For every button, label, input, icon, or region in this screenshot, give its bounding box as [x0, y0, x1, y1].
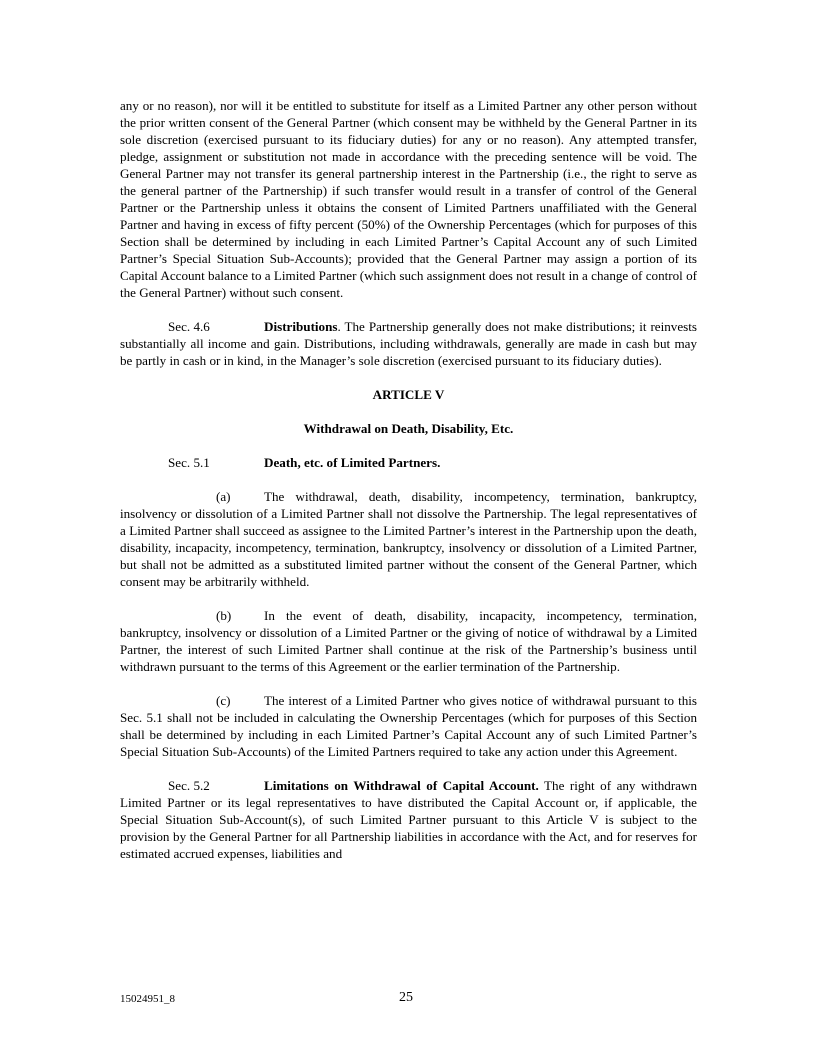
section-4-6-number: Sec. 4.6: [168, 319, 210, 334]
item-b-text: In the event of death, disability, incapacity, incompetency, termination, bankruptcy, insolvency or dissolution of a Limited Partner or the giving of notice of withdrawal by a Limited Partner, the interest of such Limited Partner shall continue at the risk of the Partnership’s business until withdrawn pursuant to the terms of this Agreement or the earlier termination of the Partnership.: [120, 608, 697, 674]
footer-page-number: 25: [399, 990, 413, 1005]
continuation-paragraph: any or no reason), nor will it be entitled to substitute for itself as a Limited Partner any other person without the prior written consent of the General Partner (which consent may be withheld by the General Partner in its sole discretion (exercised pursuant to its fiduciary duties) for any or no reason). Any attempted transfer, pledge, assignment or substitution not made in accordance with the preceding sentence will be void. The General Partner may not transfer its general partnership interest in the Partnership (i.e., the right to serve as the general partner of the Partnership) if such transfer would result in a transfer of control of the General Partner or the Partnership unless it obtains the consent of Limited Partners unaffiliated with the General Partner and having in excess of fifty percent (50%) of the Ownership Percentages (which for purposes of this Section shall be determined by including in each Limited Partner’s Capital Account any of such Limited Partner’s Special Situation Sub-Accounts); provided that the General Partner may assign a portion of its Capital Account balance to a Limited Partner (which such assignment does not result in a change of control of the General Partner) without such consent.: [120, 98, 697, 300]
section-5-2-heading: Limitations on Withdrawal of Capital Account.: [264, 778, 539, 793]
section-4-6: [120, 318, 697, 369]
section-5-1-item-c: [120, 692, 697, 760]
section-5-1-item-a: [120, 488, 697, 590]
item-c-text: The interest of a Limited Partner who gives notice of withdrawal pursuant to this Sec. 5.1 shall not be included in calculating the Ownership Percentages (which for purposes of this Section shall be determined by including in each Limited Partner’s Capital Account any of such Limited Partner’s Special Situation Sub-Accounts) of the Limited Partners required to take any action under this Agreement.: [120, 693, 697, 759]
item-c-letter: (c): [216, 693, 231, 708]
footer-doc-id: 15024951_8: [120, 993, 175, 1005]
section-4-6-text: . The Partnership generally does not make distributions; it reinvests substantially all income and gain. Distributions, including withdrawals, generally are made in cash but may be partly in cash or in kind, in the Manager’s sole discretion (exercised pursuant to its fiduciary duties).: [120, 319, 697, 368]
item-a-text: The withdrawal, death, disability, incompetency, termination, bankruptcy, insolvency or dissolution of a Limited Partner shall not dissolve the Partnership. The legal representatives of a Limited Partner shall succeed as assignee to the Limited Partner’s interest in the Partnership upon the death, disability, incapacity, incompetency, termination, bankruptcy, insolvency or dissolution of a Limited Partner, but shall not be admitted as a substituted limited partner without the consent of the General Partner, which consent may be arbitrarily withheld.: [120, 489, 697, 589]
section-5-1-heading: Death, etc. of Limited Partners.: [264, 455, 441, 470]
item-a-letter: (a): [216, 489, 231, 504]
section-5-2: [120, 777, 697, 862]
section-4-6-heading: Distributions: [264, 319, 338, 334]
section-5-2-text: The right of any withdrawn Limited Partner or its legal representatives to have distributed the Capital Account or, if applicable, the Special Situation Sub-Account(s), of such Limited Partner pursuant to this Article V is subject to the provision by the General Partner for all Partnership liabilities in accordance with the Act, and for reserves for estimated accrued expenses, liabilities and: [120, 778, 697, 861]
article-title: ARTICLE V: [372, 387, 445, 402]
section-5-1-item-b: [120, 607, 697, 675]
section-5-1-number: Sec. 5.1: [168, 455, 210, 470]
article-subtitle: Withdrawal on Death, Disability, Etc.: [303, 421, 514, 436]
section-5-1: [120, 454, 697, 471]
item-b-letter: (b): [216, 608, 232, 623]
section-5-2-number: Sec. 5.2: [168, 778, 210, 793]
page-body: [120, 97, 697, 862]
